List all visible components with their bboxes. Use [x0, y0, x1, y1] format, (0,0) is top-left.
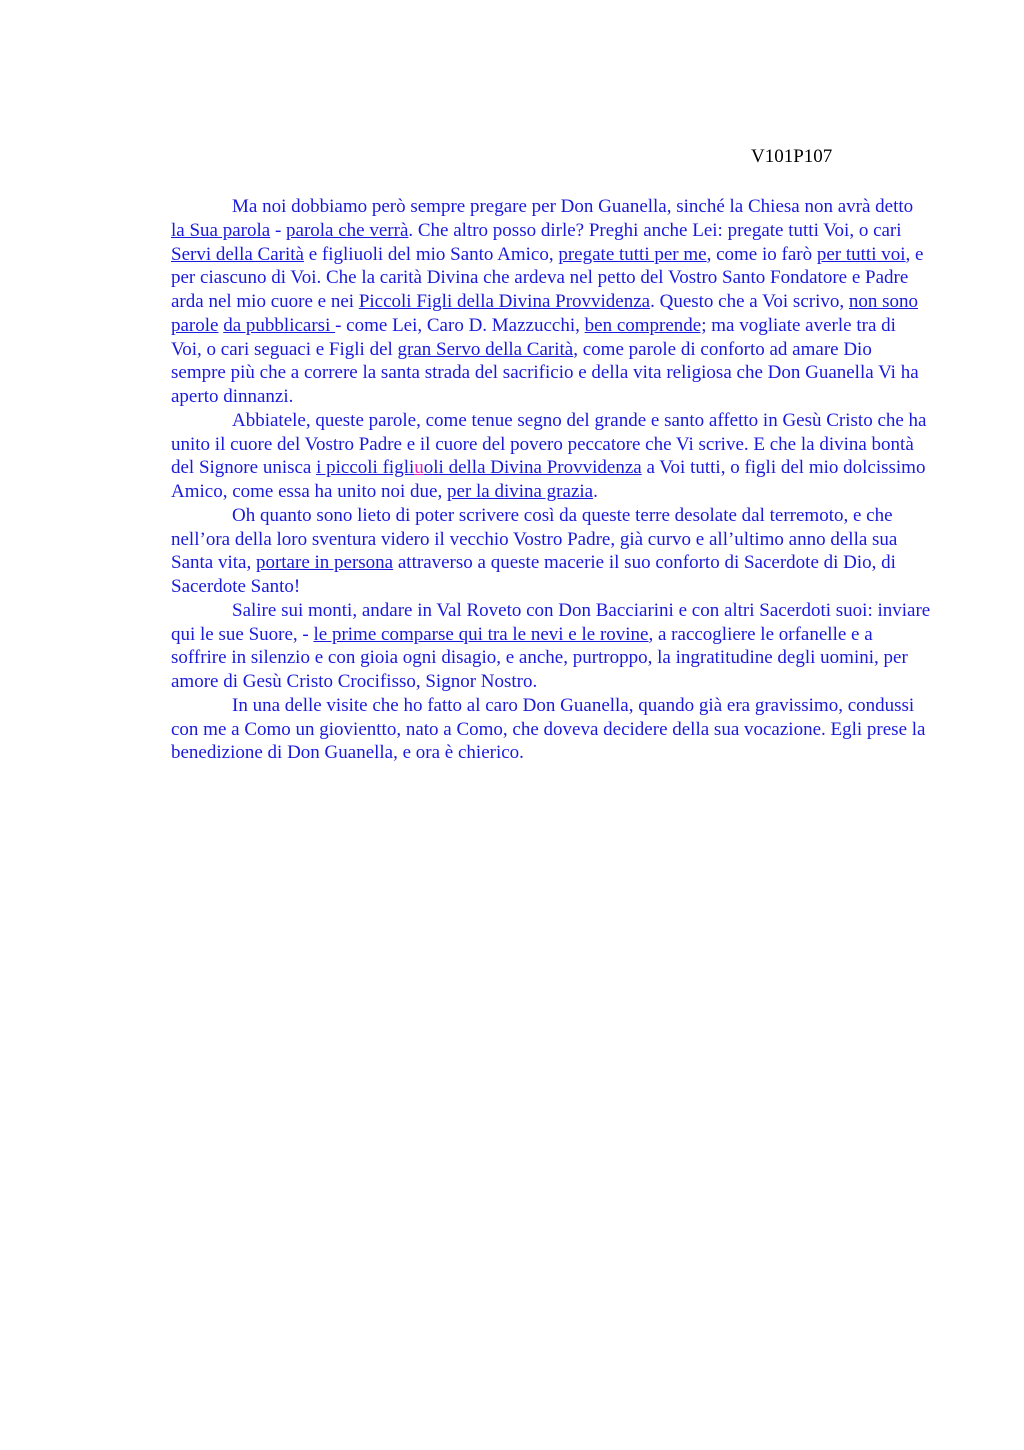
underlined-text: portare in persona — [255, 552, 394, 574]
text-run: , e per ciascuno di Voi. Che la carità Divina che ardeva nel petto del Vostro Santo Fondatore e Padre arda nel mio cuore e nei — [171, 243, 924, 312]
paragraph — [171, 504, 931, 599]
text-run: e figliuoli del mio Santo Amico, — [303, 243, 559, 265]
underlined-text: per tutti voi — [816, 243, 906, 265]
paragraph — [171, 599, 931, 694]
text-run: In una delle visite che ho fatto al caro Don Guanella, quando già era gravissimo, condussi con me a Como un giovientto, nato a Como, che doveva decidere della sua vocazione. Egli prese la benedizione di Don Guanella, e ora è chierico. — [171, 694, 926, 764]
underlined-text: pregate tutti per me — [558, 243, 707, 265]
text-run: . Questo che a Voi scrivo, — [650, 291, 849, 312]
underlined-text: Piccoli Figli della Divina Provvidenza — [358, 291, 651, 312]
paragraph — [171, 195, 931, 409]
underlined-text: gran Servo della Carità — [397, 338, 574, 360]
text-run: a Voi tutti, o figli del mio dolcissimo Amico, come essa ha unito noi due, — [171, 457, 926, 502]
underlined-text: la Sua parola — [171, 219, 271, 241]
paragraph — [171, 694, 931, 765]
text-run: Salire sui monti, andare in Val Roveto con Don Bacciarini e con altri Sacerdoti suoi: inviare qui le sue Suore, - — [171, 599, 931, 645]
text-run: ma vogliate averle tra di Voi, o cari seguaci e Figli del — [171, 314, 896, 360]
page-reference: V101P107 — [751, 146, 833, 167]
underlined-text: u — [414, 457, 424, 479]
text-run: . — [593, 481, 598, 502]
text-run: Ma noi dobbiamo però sempre pregare per Don Guanella, sinché la Chiesa non avrà detto — [232, 196, 914, 217]
letter-body — [171, 195, 931, 765]
underlined-text: parola che verrà — [286, 219, 409, 241]
paragraph — [171, 409, 931, 504]
underlined-text: Servi della Carità — [171, 243, 304, 265]
underlined-text: le prime comparse qui tra le nevi e le rovine — [313, 623, 649, 645]
text-run: Abbiatele, queste parole, come tenue segno del grande e santo affetto in Gesù Cristo che ha unito il cuore del Vostro Padre e il cuore del povero peccatore che Vi scrive. E che la divina bontà del Signore unisca — [171, 409, 927, 479]
underlined-text: ben comprende; — [584, 314, 707, 336]
text-run: . Che altro posso dirle? Preghi anche Lei: pregate tutti Voi, o cari — [408, 219, 902, 241]
text-run: , come io farò — [706, 243, 817, 265]
underlined-text: da pubblicarsi — [223, 314, 336, 336]
underlined-text: i piccoli figli — [316, 457, 415, 479]
underlined-text: oli della Divina Provvidenza — [423, 457, 642, 479]
text-run: - — [270, 219, 287, 241]
underlined-text: per la divina grazia — [446, 481, 594, 502]
text-run: , a raccogliere le orfanelle e a soffrire in silenzio e con gioia ogni disagio, e anche, purtroppo, la ingratitudine degli uomini, per amore di Gesù Cristo Crocifisso, Signor Nostro. — [171, 623, 908, 692]
underlined-text: non sono parole — [171, 291, 919, 336]
text-run: , come parole di conforto ad amare Dio sempre più che a correre la santa strada del sacrificio e della vita religiosa che Don Guanella Vi ha aperto dinnanzi. — [171, 338, 919, 407]
text-run: - come Lei, Caro D. Mazzucchi, — [335, 314, 585, 336]
text-run: Oh quanto sono lieto di poter scrivere così da queste terre desolate dal terremoto, e che nell’ora della loro sventura videro il vecchio Vostro Padre, già curvo e all’ultimo anno della sua Santa vita, — [171, 504, 898, 574]
text-run: attraverso a queste macerie il suo conforto di Sacerdote di Dio, di Sacerdote Santo! — [171, 552, 896, 597]
